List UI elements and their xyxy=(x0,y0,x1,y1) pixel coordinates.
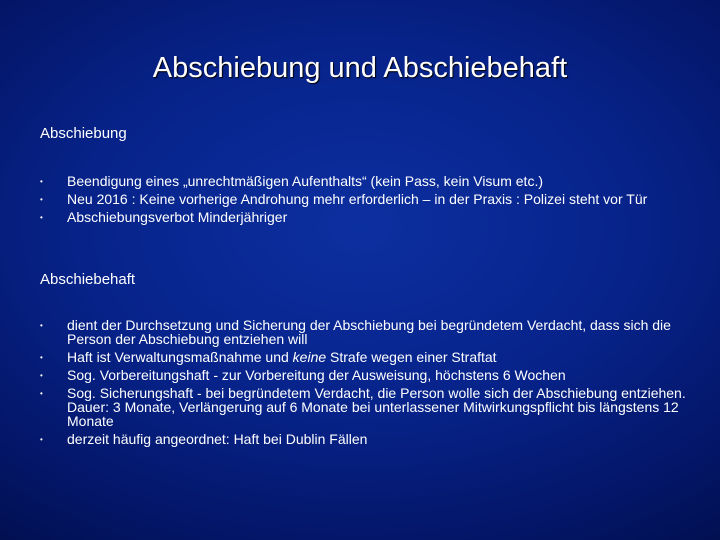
emphasized-word: keine xyxy=(292,349,327,365)
list-item xyxy=(40,210,690,224)
list-item xyxy=(40,192,690,206)
bullet-icon: • xyxy=(40,389,43,398)
list-item xyxy=(40,318,690,346)
slide-title: Abschiebung und Abschiebehaft xyxy=(152,52,568,84)
list-item xyxy=(40,174,690,188)
bullet-text: Beendigung eines „unrechtmäßigen Aufenthalts“ (kein Pass, kein Visum etc.) xyxy=(67,173,543,189)
list-item xyxy=(40,350,690,364)
bullet-text: Sog. Vorbereitungshaft - zur Vorbereitung der Ausweisung, höchstens 6 Wochen xyxy=(67,367,566,383)
bullet-icon: • xyxy=(40,321,43,330)
list-item xyxy=(40,432,690,446)
bullet-icon: • xyxy=(40,435,43,444)
list-item xyxy=(40,386,690,428)
bullet-text: derzeit häufig angeordnet: Haft bei Dublin Fällen xyxy=(67,431,368,447)
list-item xyxy=(40,368,690,382)
bullet-text-part: Haft ist Verwaltungsmaßnahme und xyxy=(67,349,293,365)
section-heading-abschiebung: Abschiebung xyxy=(40,125,127,142)
bullet-text: Neu 2016 : Keine vorherige Androhung mehr erforderlich – in der Praxis : Polizei steht vor Tür xyxy=(67,191,648,207)
section-heading-abschiebehaft: Abschiebehaft xyxy=(40,271,136,288)
bullet-icon: • xyxy=(40,195,43,204)
bullet-text: dient der Durchsetzung und Sicherung der Abschiebung bei begründetem Verdacht, dass sich die Person der Abschiebung entziehen will xyxy=(67,317,671,347)
bullet-text-part: Strafe wegen einer Straftat xyxy=(326,349,497,365)
bullet-icon: • xyxy=(40,177,43,186)
bullet-icon: • xyxy=(40,213,43,222)
bullet-text: Abschiebungsverbot Minderjähriger xyxy=(67,209,288,225)
bullet-icon: • xyxy=(40,353,43,362)
bullet-text xyxy=(67,349,497,365)
bullet-icon: • xyxy=(40,371,43,380)
abschiebehaft-bullet-list xyxy=(40,318,690,446)
bullet-text: Sog. Sicherungshaft - bei begründetem Verdacht, die Person wolle sich der Abschiebung entziehen. Dauer: 3 Monate, Verlängerung auf 6 Monate bei unterlassener Mitwirkungspflicht bis längstens 12 Monate xyxy=(67,385,686,429)
abschiebung-bullet-list xyxy=(40,174,690,224)
